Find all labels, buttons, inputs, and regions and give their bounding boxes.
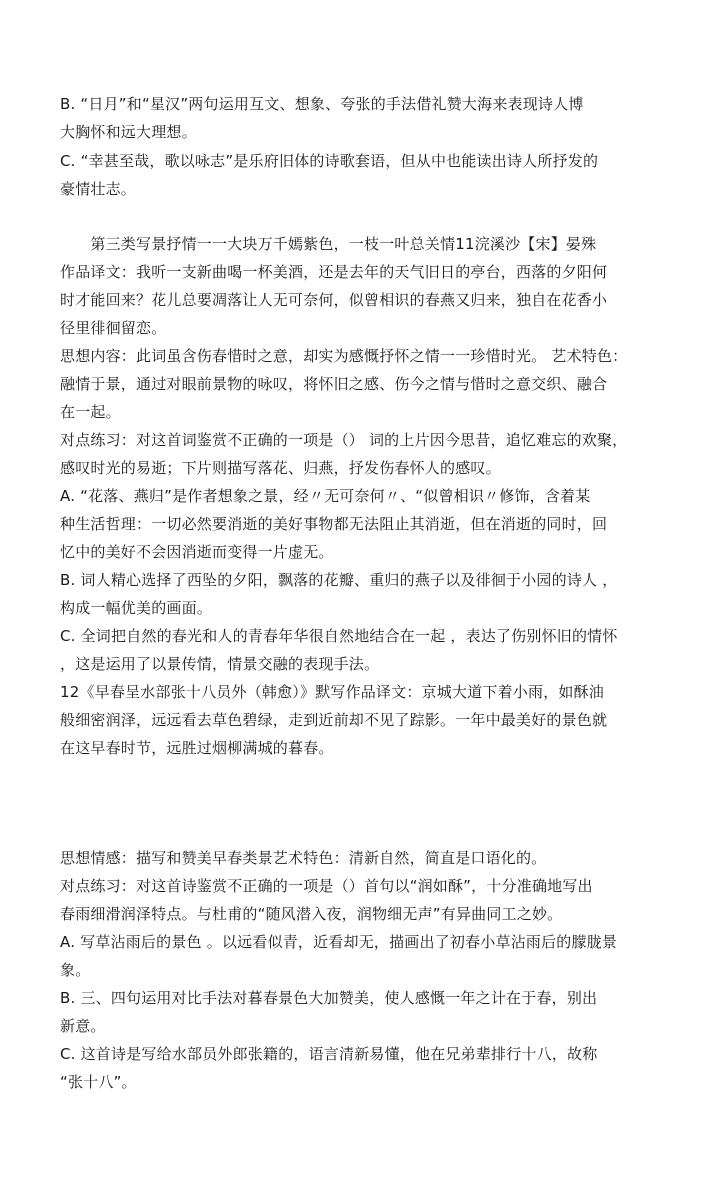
text-line: 构成一幅优美的画面。 [60,599,213,617]
text-line: A. “花落、燕归”是作者想象之景，经〃无可奈何〃、“似曾相识〃修饰，含着某 [60,487,591,505]
text-line: 12《早春呈水部张十八员外（韩愈）》默写作品译文：京城大道下着小雨，如酥油 [60,683,604,701]
text-line: 时才能回来？花儿总要凋落让人无可奈何，似曾相识的春燕又归来，独自在花香小 [60,291,608,309]
text-line: 作品译文：我听一支新曲喝一杯美酒，还是去年的天气旧日的亭台，西落的夕阳何 [60,263,608,281]
text-line: C. 全词把自然的春光和人的青春年华很自然地结合在一起 ，表达了伤别怀旧的情怀 [60,627,618,645]
text-line: 新意。 [60,1017,106,1035]
text-line: 感叹时光的易逝；下片则描写落花、归燕，抒发伤春怀人的感叹。 [60,459,501,477]
text-line: 象。 [60,961,91,979]
text-line: 大胸怀和远大理想。 [60,123,197,141]
text-line: ，这是运用了以景传情，情景交融的表现手法。 [60,655,380,673]
text-line: 对点练习：对这首词鉴赏不正确的一项是（） 词的上片因今思昔，追忆难忘的欢聚， [60,431,628,449]
text-line: A. 写草沾雨后的景色 。以远看似青，近看却无，描画出了初春小草沾雨后的朦胧景 [60,933,618,951]
text-line: 径里徘徊留恋。 [60,319,167,337]
text-line: 思想情感：描写和赞美早春类景艺术特色：清新自然，简直是口语化的。 [60,849,547,867]
text-line: 春雨细滑润泽特点。与杜甫的“随风潜入夜，润物细无声”有异曲同工之妙。 [60,905,563,923]
text-line: 对点练习：对这首诗鉴赏不正确的一项是（）首句以“润如酥”，十分准确地写出 [60,877,593,895]
text-line: 思想内容：此词虽含伤春惜时之意，却实为感慨抒怀之情一一珍惜时光。 艺术特色： [60,347,628,365]
text-line: 在这早春时节，远胜过烟柳满城的暮春。 [60,739,334,757]
text-line: B. 词人精心选择了西坠的夕阳，飘落的花瓣、重归的燕子以及徘徊于小园的诗人 ， [60,571,618,589]
text-line: “张十八”。 [60,1073,137,1091]
text-line: 第三类写景抒情一一大块万千嫣紫色，一枝一叶总关情11浣溪沙【宋】晏殊 [60,235,597,253]
text-line: 种生活哲理：一切必然要消逝的美好事物都无法阻止其消逝，但在消逝的同时，回 [60,515,608,533]
text-line: B. 三、四句运用对比手法对暮春景色大加赞美，使人感慨一年之计在于春，别出 [60,989,598,1007]
text-line: 融情于景，通过对眼前景物的咏叹，将怀旧之感、伤今之情与惜时之意交织、融合 [60,375,608,393]
text-line: 豪情壮志。 [60,180,137,198]
text-line: 忆中的美好不会因消逝而变得一片虚无。 [60,543,334,561]
text-line: C. “幸甚至哉，歌以咏志”是乐府旧体的诗歌套语，但从中也能读出诗人所抒发的 [60,152,599,170]
text-line: C. 这首诗是写给水部员外郎张籍的，语言清新易懂，他在兄弟辈排行十八，故称 [60,1045,598,1063]
text-line: B. “日月”和“星汉”两句运用互文、想象、夸张的手法借礼赞大海来表现诗人博 [60,95,584,113]
text-line: 般细密润泽，远远看去草色碧绿，走到近前却不见了踪影。一年中最美好的景色就 [60,711,608,729]
text-line: 在一起。 [60,403,121,421]
